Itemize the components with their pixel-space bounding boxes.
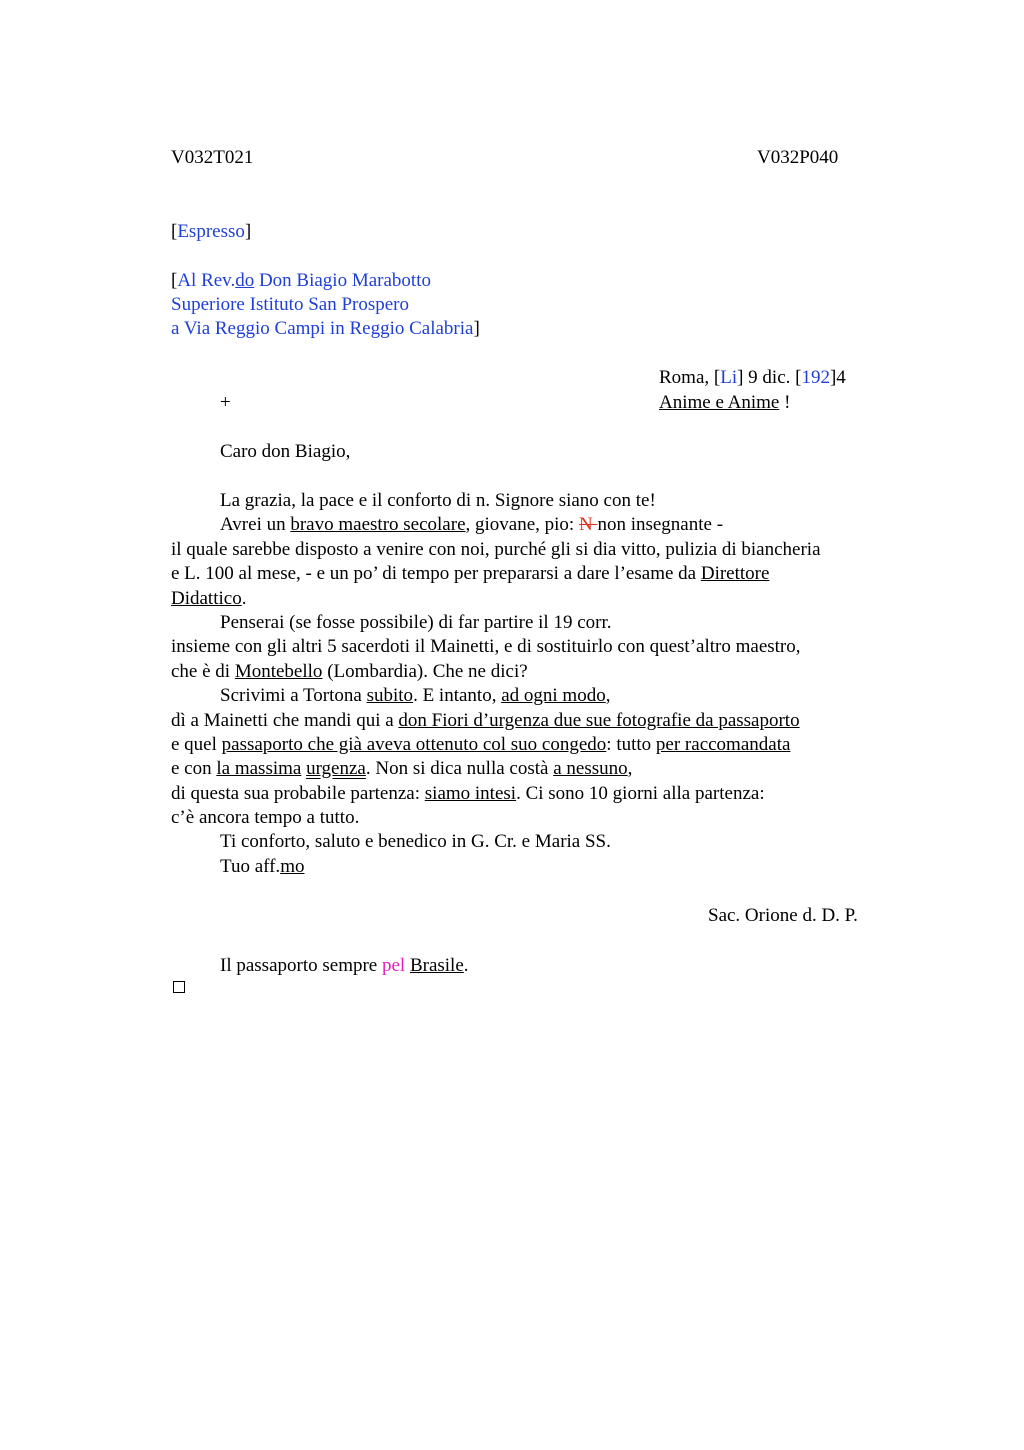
body-line-5: [171, 587, 891, 611]
text-segment: e quel: [171, 733, 222, 755]
text-segment: . E intanto,: [413, 685, 502, 707]
body-line-2: [171, 513, 891, 537]
text-segment: e con: [171, 758, 217, 780]
underlined-segment: Brasile: [409, 955, 464, 976]
text-segment: , giovane, pio:: [465, 514, 579, 536]
text-segment: Avrei un: [220, 514, 291, 536]
address-name: Don Biagio Marabotto: [254, 270, 431, 291]
body-line-6: Penserai (se fosse possibile) di far partire il 19 corr.: [220, 611, 612, 633]
text-segment: .: [241, 587, 247, 609]
text-segment: ,: [605, 685, 611, 707]
underlined-segment: Didattico: [171, 587, 242, 609]
letter-body: [171, 489, 891, 879]
address-rev-suffix: do: [235, 270, 255, 291]
underlined-segment: bravo maestro secolare: [290, 514, 466, 536]
address-city: a Via Reggio Campi in Reggio Calabria: [171, 318, 474, 339]
greeting: Caro don Biagio,: [220, 441, 351, 462]
text-segment: Tuo aff.: [220, 855, 281, 877]
underlined-segment: don Fiori d’urgenza due sue fotografie da passaporto: [398, 709, 800, 731]
body-line-7: insieme con gli altri 5 sacerdoti il Mainetti, e di sostituirlo con quest’altro maestro,: [171, 636, 801, 658]
address-rev: Al Rev.: [177, 270, 236, 291]
text-segment: di questa sua probabile partenza:: [171, 782, 425, 804]
motto: [659, 391, 790, 415]
dateline: [659, 366, 846, 390]
date-year-end: ]4: [829, 367, 846, 388]
address-line-1: [171, 269, 431, 293]
document-code-right: V032P040: [757, 147, 839, 168]
motto-end: !: [779, 392, 791, 413]
text-segment: non insegnante -: [597, 514, 724, 536]
bracket-close: ]: [244, 221, 252, 242]
text-segment: e L. 100 al mese, - e un po’ di tempo per prepararsi a dare l’esame da: [171, 563, 701, 585]
underlined-segment: per raccomandata: [655, 733, 791, 755]
body-line-12: [171, 757, 891, 781]
bracket-close: ]: [473, 318, 480, 339]
cross-symbol: +: [220, 392, 231, 413]
body-line-4: [171, 562, 891, 586]
body-line-10: [171, 709, 891, 733]
espresso-word: Espresso: [177, 221, 245, 242]
underlined-segment: passaporto che già aveva ottenuto col suo congedo: [221, 733, 607, 755]
text-segment: ,: [627, 758, 633, 780]
text-segment: .: [463, 955, 469, 976]
postscript: [220, 954, 469, 978]
underlined-segment: a nessuno: [553, 758, 628, 780]
highlighted-word: pel: [381, 955, 406, 976]
underlined-segment: mo: [280, 855, 305, 877]
double-underlined-segment: urgenza: [306, 758, 366, 780]
text-segment: Il passaporto sempre: [220, 955, 382, 976]
body-line-1: La grazia, la pace e il conforto di n. Signore siano con te!: [220, 490, 656, 511]
bracket-open: [: [171, 221, 178, 242]
body-line-13: [171, 782, 891, 806]
text-segment: . Ci sono 10 giorni alla partenza:: [516, 782, 765, 804]
text-segment: (Lombardia). Che ne dici?: [322, 660, 528, 682]
body-line-8: [171, 660, 891, 684]
body-line-3: il quale sarebbe disposto a venire con noi, purché gli si dia vitto, pulizia di biancheria: [171, 538, 821, 560]
address-line-2: Superiore Istituto San Prospero: [171, 294, 410, 315]
espresso-note: [171, 220, 251, 244]
signature: Sac. Orione d. D. P.: [708, 905, 858, 926]
body-line-16: [171, 855, 891, 879]
underlined-segment: la massima: [216, 758, 302, 780]
text-segment: dì a Mainetti che mandi qui a: [171, 709, 399, 731]
body-line-9: [171, 684, 891, 708]
underlined-segment: ad ogni modo: [501, 685, 606, 707]
body-line-15: Ti conforto, saluto e benedico in G. Cr. e Maria SS.: [220, 831, 611, 853]
text-segment: che è di: [171, 660, 235, 682]
body-line-11: [171, 733, 891, 757]
text-segment: . Non si dica nulla costà: [365, 758, 554, 780]
underlined-segment: siamo intesi: [424, 782, 517, 804]
document-code-left: V032T021: [171, 147, 254, 168]
date-place: Roma, [: [659, 367, 721, 388]
motto-text: Anime e Anime: [659, 392, 780, 413]
bracket-open: [: [171, 270, 178, 291]
underlined-segment: Direttore: [700, 563, 770, 585]
address-line-3: [171, 317, 480, 341]
text-segment: Scrivimi a Tortona: [220, 685, 367, 707]
underlined-segment: Montebello: [234, 660, 323, 682]
text-segment: : tutto: [606, 733, 656, 755]
date-li: Li: [720, 367, 738, 388]
underlined-segment: subito: [366, 685, 414, 707]
struck-segment: N: [578, 514, 598, 536]
date-day: ] 9 dic. [: [737, 367, 802, 388]
body-line-14: c’è ancora tempo a tutto.: [171, 807, 360, 829]
date-year-prefix: 192: [801, 367, 830, 388]
end-marker-box: [173, 981, 185, 993]
